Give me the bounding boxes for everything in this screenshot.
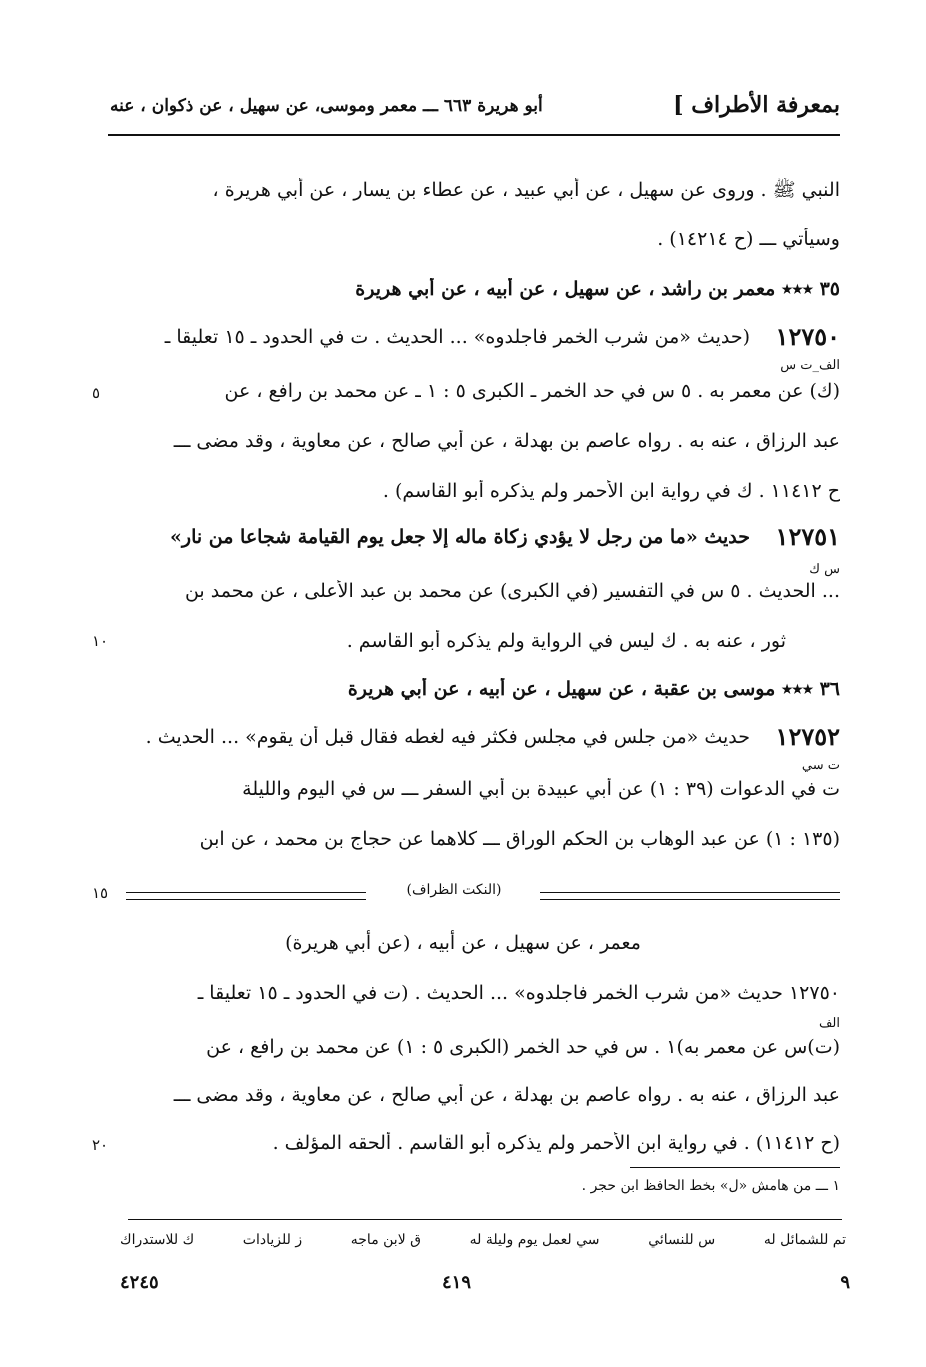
hadith-text: ح ١١٤١٢ . ك في رواية ابن الأحمر ولم يذكره أبو القاسم) . <box>382 480 840 502</box>
separator-bracket: ) <box>406 882 412 898</box>
margin-line-number: ٢٠ <box>92 1136 109 1154</box>
margin-line-number: ١٠ <box>92 632 109 650</box>
separator-rule <box>126 892 366 900</box>
nukat-line: عبد الرزاق ، عنه به . رواه عاصم بن بهدلة ، عن أبي صالح ، عن معاوية ، وقد مضى ـــ <box>173 1084 840 1106</box>
hadith-number: ١٢٧٥١ <box>775 522 840 551</box>
sigla: الف_ت س <box>780 358 840 373</box>
page-number-right: ٩ <box>840 1272 850 1293</box>
sigla: ت سي <box>801 758 840 773</box>
hadith-text: حديث «ما من رجل لا يؤدي زكاة ماله إلا جعل يوم القيامة شجاعا من نار» <box>170 526 750 548</box>
abbreviation: ق لابن ماجه <box>350 1232 421 1248</box>
header-right: بمعرفة الأطراف ] <box>673 92 840 118</box>
nukat-line: ١٢٧٥٠ حديث «من شرب الخمر فاجلدوه» ... الحديث . (ت في الحدود ـ ١٥ تعليقا ـ <box>197 982 840 1004</box>
hadith-text: عبد الرزاق ، عنه به . رواه عاصم بن بهدلة ، عن أبي صالح ، عن معاوية ، وقد مضى ـــ <box>173 430 840 452</box>
hadith-text: (حديث «من شرب الخمر فاجلدوه» ... الحديث . ت في الحدود ـ ١٥ تعليقا ـ <box>164 326 750 348</box>
abbreviation: س للنسائي <box>648 1232 716 1248</box>
abbreviation: ك للاستدراك <box>120 1232 195 1248</box>
separator-text: النكت الظراف <box>411 882 497 898</box>
hadith-text: (ك) عن معمر به . ٥ س في حد الخمر ـ الكبرى ٥ : ١ ـ عن محمد بن رافع ، عن <box>224 380 840 402</box>
body-line: النبي ﷺ . وروى عن سهيل ، عن أبي عبيد ، عن عطاء بن يسار ، عن أبي هريرة ، <box>212 179 840 201</box>
sigla: س ك <box>809 562 840 577</box>
margin-line-number: ١٥ <box>92 884 109 902</box>
page-number-center: ٤١٩ <box>442 1272 472 1293</box>
nukat-heading: معمر ، عن سهيل ، عن أبيه ، (عن أبي هريرة) <box>285 932 641 954</box>
chain-heading: ٣٥ ٭٭٭ معمر بن راشد ، عن سهيل ، عن أبيه ، عن أبي هريرة <box>355 278 840 300</box>
footnote-rule <box>630 1167 840 1168</box>
hadith-text: (١٣٥ : ١) عن عبد الوهاب بن الحكم الوراق ـــ كلاهما عن حجاج بن محمد ، عن ابن <box>199 828 840 850</box>
separator-rule <box>540 892 840 900</box>
page-number-left: ٤٢٤٥ <box>120 1272 159 1293</box>
footnote: ١ ـــ من هامش «ل» بخط الحافظ ابن حجر . <box>581 1178 840 1194</box>
margin-line-number: ٥ <box>92 384 101 402</box>
nukat-line: (ح ١١٤١٢) . في رواية ابن الأحمر ولم يذكره أبو القاسم . ألحقه المؤلف . <box>272 1132 840 1154</box>
hadith-text: ... الحديث . ٥ س في التفسير (في الكبرى) عن محمد بن عبد الأعلى ، عن محمد بن <box>184 580 840 602</box>
abbreviations-bar <box>120 1232 846 1248</box>
body-line: وسيأتي ـــ (ح ١٤٢١٤) . <box>657 228 840 250</box>
hadith-number: ١٢٧٥٠ <box>775 322 840 351</box>
header-center: أبو هريرة ٦٦٣ ـــ معمر وموسى، عن سهيل ، عن ذكوان ، عنه <box>110 96 543 116</box>
hadith-number: ١٢٧٥٢ <box>775 722 840 751</box>
hadith-text: حديث «من جلس في مجلس فكثر فيه لغطه فقال قبل أن يقوم» ... الحديث . <box>145 726 750 748</box>
hadith-text: ثور ، عنه به . ك ليس في الرواية ولم يذكره أبو القاسم . <box>346 630 786 652</box>
abbreviations-rule <box>128 1219 842 1220</box>
abbreviation: سي لعمل يوم وليلة له <box>469 1232 600 1248</box>
separator-label <box>370 882 538 898</box>
chain-heading: ٣٦ ٭٭٭ موسى بن عقبة ، عن سهيل ، عن أبيه ، عن أبي هريرة <box>347 678 840 700</box>
abbreviation: تم للشمائل له <box>763 1232 846 1248</box>
hadith-text: ت في الدعوات (٣٩ : ١) عن أبي عبيدة بن أبي السفر ـــ س في اليوم والليلة <box>242 778 840 800</box>
abbreviation: ز للزيادات <box>242 1232 303 1248</box>
sigla: الف <box>818 1016 840 1031</box>
header-rule <box>108 134 840 136</box>
separator-bracket: ( <box>496 882 502 898</box>
nukat-line: (ت)س عن معمر به)١ . س في حد الخمر (الكبرى ٥ : ١) عن محمد بن رافع ، عن <box>206 1036 840 1058</box>
